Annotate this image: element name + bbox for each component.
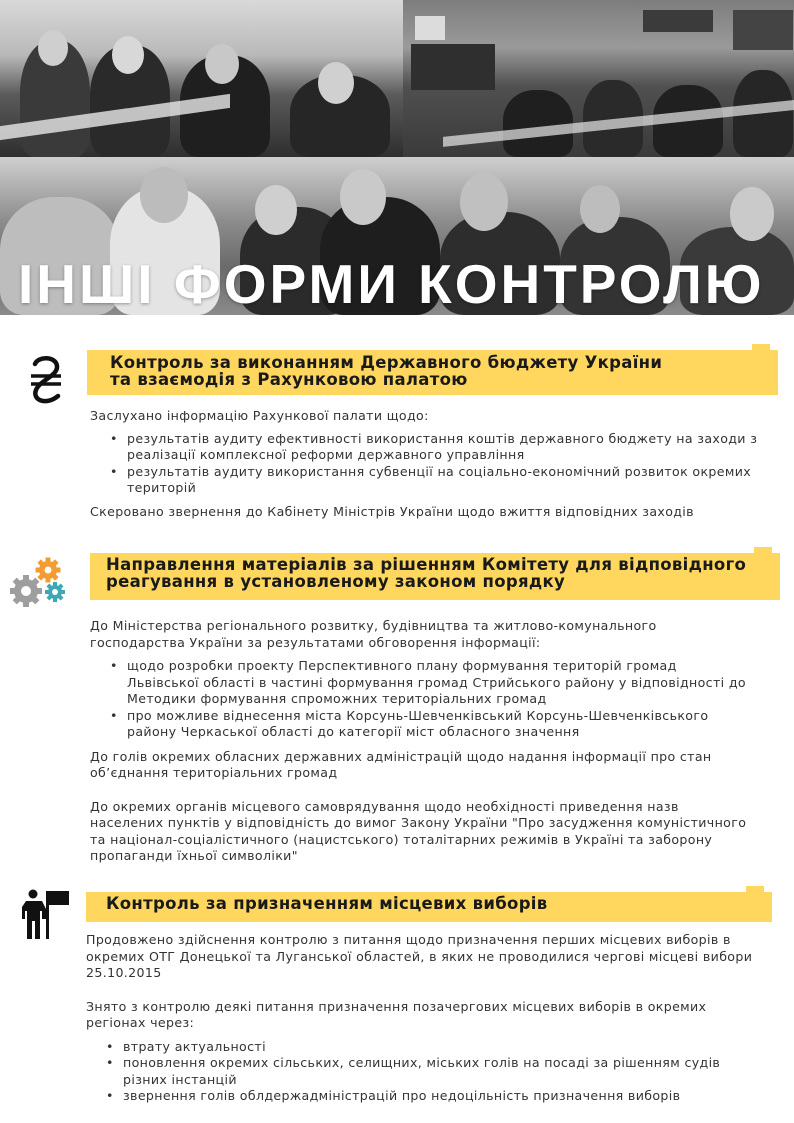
list-item: • результатів аудиту ефективності використання коштів державного бюджету на заходи з реалізації комплексної реформи державного управління [127,431,760,464]
section-body-materials [90,618,750,865]
list-item: • про можливе віднесення міста Корсунь-Шевченківський Корсунь-Шевченківського району Черкаської області до категорії міст обласного значення [127,708,750,741]
paragraph: Знято з контролю деякі питання призначення позачергових місцевих виборів в окремих регіонах через: [86,998,707,1030]
section-heading-materials [90,553,780,600]
list-item: • щодо розробки проекту Перспективного плану формування територій громад Львівської області в частині формування громад Стрийського району у відповідності до Методики формування спроможних територіальних громад [127,658,750,708]
section-heading-budget [87,350,778,395]
paragraph: Продовжено здійснення контролю з питання щодо призначення перших місцевих виборів в окремих ОТГ Донецької та Луганської областей, в яких не проводилися чергові місцеві вибори 25.10.2015 [86,932,753,980]
section-heading-elections [86,892,772,922]
list-item: • результатів аудиту використання субвенції на соціально-економічний розвиток окремих територій [127,464,760,497]
person-with-flag-icon [22,889,70,941]
list-item: • втрату актуальності [123,1039,766,1056]
list-item: • звернення голів облдержадміністрацій про недоцільність призначення виборів [123,1088,766,1105]
outro-text: Скеровано звернення до Кабінету Міністрів України щодо вжиття відповідних заходів [90,503,694,519]
paragraph: До окремих органів місцевого самоврядування щодо необхідності приведення назв населених пунктів у відповідність до вимог Закону України "Про засудження комуністичного та націонал-соціалістичного (нацистського) тоталітарних режимів в Україні та заборону пропаганди їхньої символіки" [90,798,747,863]
heading-line: Направлення матеріалів за рішенням Комітету для відповідного [106,555,747,574]
heading-line: Контроль за призначенням місцевих виборів [106,894,548,913]
section-body-elections [86,932,766,1105]
heading-line: Контроль за виконанням Державного бюджету України [110,353,663,372]
intro-text: Заслухано інформацію Рахункової палати щодо: [90,408,429,423]
heading-line: реагування в установленому законом порядку [106,572,566,591]
gears-icon [9,556,67,608]
hryvnia-icon [26,352,66,408]
intro-text: До Міністерства регіонального розвитку, будівництва та житлово-комунального господарства України за результатами обговорення інформації: [90,618,657,650]
paragraph: До голів окремих обласних державних адміністрацій щодо надання інформації про стан об’єднання територіальних громад [90,748,712,780]
list-item: • поновлення окремих сільських, селищних, міських голів на посаді за рішенням судів різних інстанцій [123,1055,766,1088]
heading-line: та взаємодія з Рахунковою палатою [110,370,468,389]
section-body-budget [90,408,760,520]
meeting-photo-left [0,0,403,157]
meeting-photo-right [403,0,794,157]
page-title: ІНШІ ФОРМИ КОНТРОЛЮ [18,253,765,315]
hero-photo-collage [0,0,794,315]
